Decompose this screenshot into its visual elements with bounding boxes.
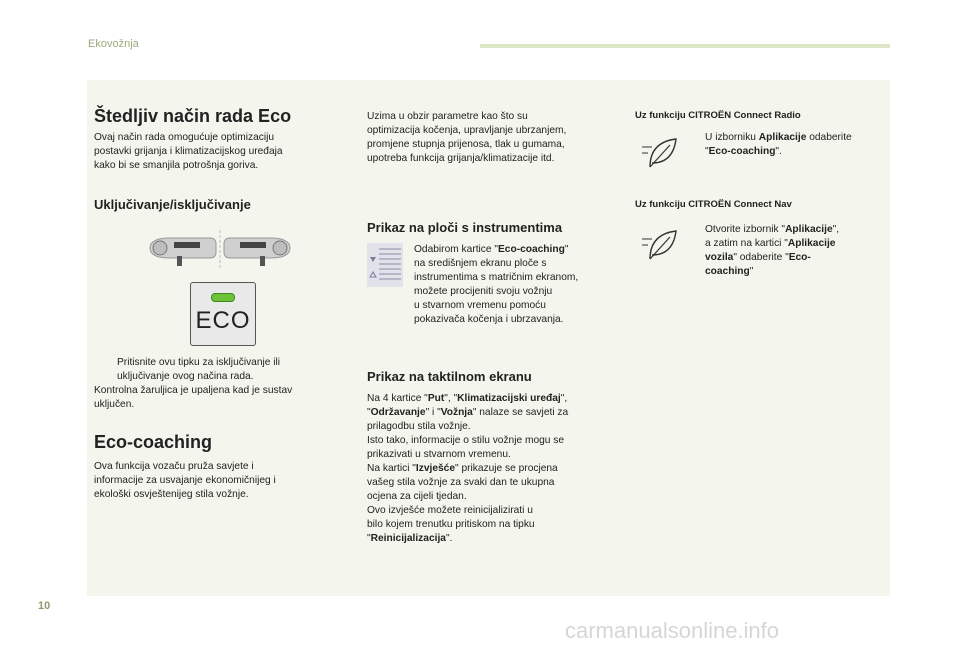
cluster-line-1-a: Odabirom kartice "	[414, 244, 499, 255]
nav-b: Aplikacije	[785, 224, 833, 235]
touch-line-2	[367, 406, 568, 420]
radio-line-1	[705, 131, 852, 145]
touch-line-4: Isto tako, informacije o stilu vožnje mogu se	[367, 435, 565, 446]
page-number: 10	[38, 600, 51, 612]
nav-d: a zatim na kartici "	[705, 238, 788, 249]
nav-line-3	[705, 251, 811, 265]
touch-l2-e: " nalaze se savjeti za	[472, 407, 569, 418]
touch-l6-c: " prikazuje se procjena	[455, 463, 558, 474]
touch-l1-a: Na 4 kartice "	[367, 393, 428, 404]
nav-a: Otvorite izbornik "	[705, 224, 786, 235]
header-accent-bar	[480, 44, 890, 48]
intro-line-2: postavki grijanja i klimatizacijskog uređaja	[94, 146, 283, 157]
coaching-line-1: Ova funkcija vozaču pruža savjete i	[94, 461, 254, 472]
touch-l1-d: Klimatizacijski uređaj	[457, 393, 561, 404]
radio-a: U izborniku	[705, 132, 759, 143]
nav-i: coaching	[705, 266, 750, 277]
nav-c: ",	[832, 224, 840, 235]
cluster-line-1-c: "	[564, 244, 569, 255]
cluster-line-4: možete procijeniti svoju vožnju	[414, 286, 553, 297]
eco-button-label: ECO	[195, 307, 251, 334]
touch-l2-c: " i "	[425, 407, 441, 418]
eco-mode-title: Štedljiv način rada Eco	[94, 106, 292, 126]
nav-f: vozila	[705, 252, 734, 263]
press-line-2: uključivanje ovog načina rada.	[117, 371, 254, 382]
radio-b: Aplikacije	[758, 132, 807, 143]
touch-l1-b: Put	[427, 393, 445, 404]
cluster-line-3: instrumentima s matričnim ekranom,	[414, 272, 579, 283]
nav-line-1	[705, 223, 839, 237]
nav-line-2	[705, 237, 835, 251]
cluster-line-1	[414, 243, 568, 257]
press-line-1: Pritisnite ovu tipku za isključivanje ili	[117, 357, 281, 368]
touch-line-7: vašeg stila vožnje za svaki dan te ukupna	[367, 477, 555, 488]
touch-line-3: prilagodbu stila vožnje.	[367, 421, 471, 432]
params-line-4: upotreba funkcija grijanja/klimatizacije itd.	[367, 153, 555, 164]
radio-f: ".	[775, 146, 782, 157]
onoff-heading: Uključivanje/isključivanje	[94, 197, 251, 212]
coaching-line-2: informacije za usvajanje ekonomičnijeg i	[94, 475, 276, 486]
eco-coaching-title: Eco-coaching	[94, 432, 213, 452]
instrument-cluster-icon	[367, 243, 403, 287]
mirror-icon	[140, 228, 300, 270]
coaching-line-3: ekološki osvještenijeg stila vožnje.	[94, 489, 249, 500]
nav-heading: Uz funkciju CITROËN Connect Nav	[635, 199, 792, 210]
touch-l11-b: Reinicijalizacija	[370, 533, 446, 544]
touch-l11-a: "	[367, 533, 371, 544]
touch-line-9: Ovo izvješće možete reinicijalizirati u	[367, 505, 533, 516]
radio-line-2	[705, 145, 782, 159]
radio-e: Eco-coaching	[708, 146, 776, 157]
intro-line-3: kako bi se smanjila potrošnja goriva.	[94, 160, 259, 171]
touch-line-6	[367, 462, 558, 476]
touch-l1-e: ",	[560, 393, 568, 404]
leaf-icon	[640, 229, 678, 261]
nav-e: Aplikacije	[787, 238, 836, 249]
cluster-line-5: u stvarnom vremenu pomoću	[414, 300, 546, 311]
touch-line-8: ocjena za cijeli tjedan.	[367, 491, 467, 502]
radio-d: "	[705, 146, 709, 157]
params-line-2: optimizacija kočenja, upravljanje ubrzanjem,	[367, 125, 567, 136]
radio-c: odaberite	[806, 132, 852, 143]
lamp-line-2: uključen.	[94, 399, 135, 410]
touch-l6-b: Izvješće	[415, 463, 455, 474]
touch-l2-b: Održavanje	[370, 407, 426, 418]
touch-heading: Prikaz na taktilnom ekranu	[367, 369, 532, 384]
watermark: carmanualsonline.info	[565, 618, 780, 643]
params-line-1: Uzima u obzir parametre kao što su	[367, 111, 528, 122]
lamp-line-1: Kontrolna žaruljica je upaljena kad je sustav	[94, 385, 293, 396]
eco-indicator-lamp	[211, 293, 235, 302]
touch-line-10: bilo kojem trenutku pritiskom na tipku	[367, 519, 535, 530]
touch-l2-a: "	[367, 407, 371, 418]
touch-line-5: prikazivati u stvarnom vremenu.	[367, 449, 511, 460]
cluster-heading: Prikaz na ploči s instrumentima	[367, 220, 563, 235]
nav-g: " odaberite "	[733, 252, 789, 263]
header-section-title: Ekovožnja	[88, 38, 139, 50]
nav-h: Eco-	[788, 252, 811, 263]
eco-button[interactable]	[190, 282, 256, 346]
radio-heading: Uz funkciju CITROËN Connect Radio	[635, 110, 801, 121]
touch-line-1	[367, 392, 567, 406]
touch-l6-a: Na kartici "	[367, 463, 416, 474]
cluster-line-1-bold: Eco-coaching	[498, 244, 565, 255]
touch-l2-d: Vožnja	[440, 407, 473, 418]
touch-l11-c: ".	[445, 533, 453, 544]
params-line-3: promjene stupnja prijenosa, tlak u gumama,	[367, 139, 565, 150]
touch-l1-c: ", "	[444, 393, 458, 404]
leaf-icon	[640, 137, 678, 169]
cluster-line-6: pokazivača kočenja i ubrzavanja.	[414, 314, 564, 325]
nav-j: "	[749, 266, 754, 277]
intro-line-1: Ovaj način rada omogućuje optimizaciju	[94, 132, 275, 143]
nav-line-4	[705, 265, 753, 279]
touch-line-11	[367, 532, 452, 546]
cluster-line-2: na središnjem ekranu ploče s	[414, 258, 547, 269]
